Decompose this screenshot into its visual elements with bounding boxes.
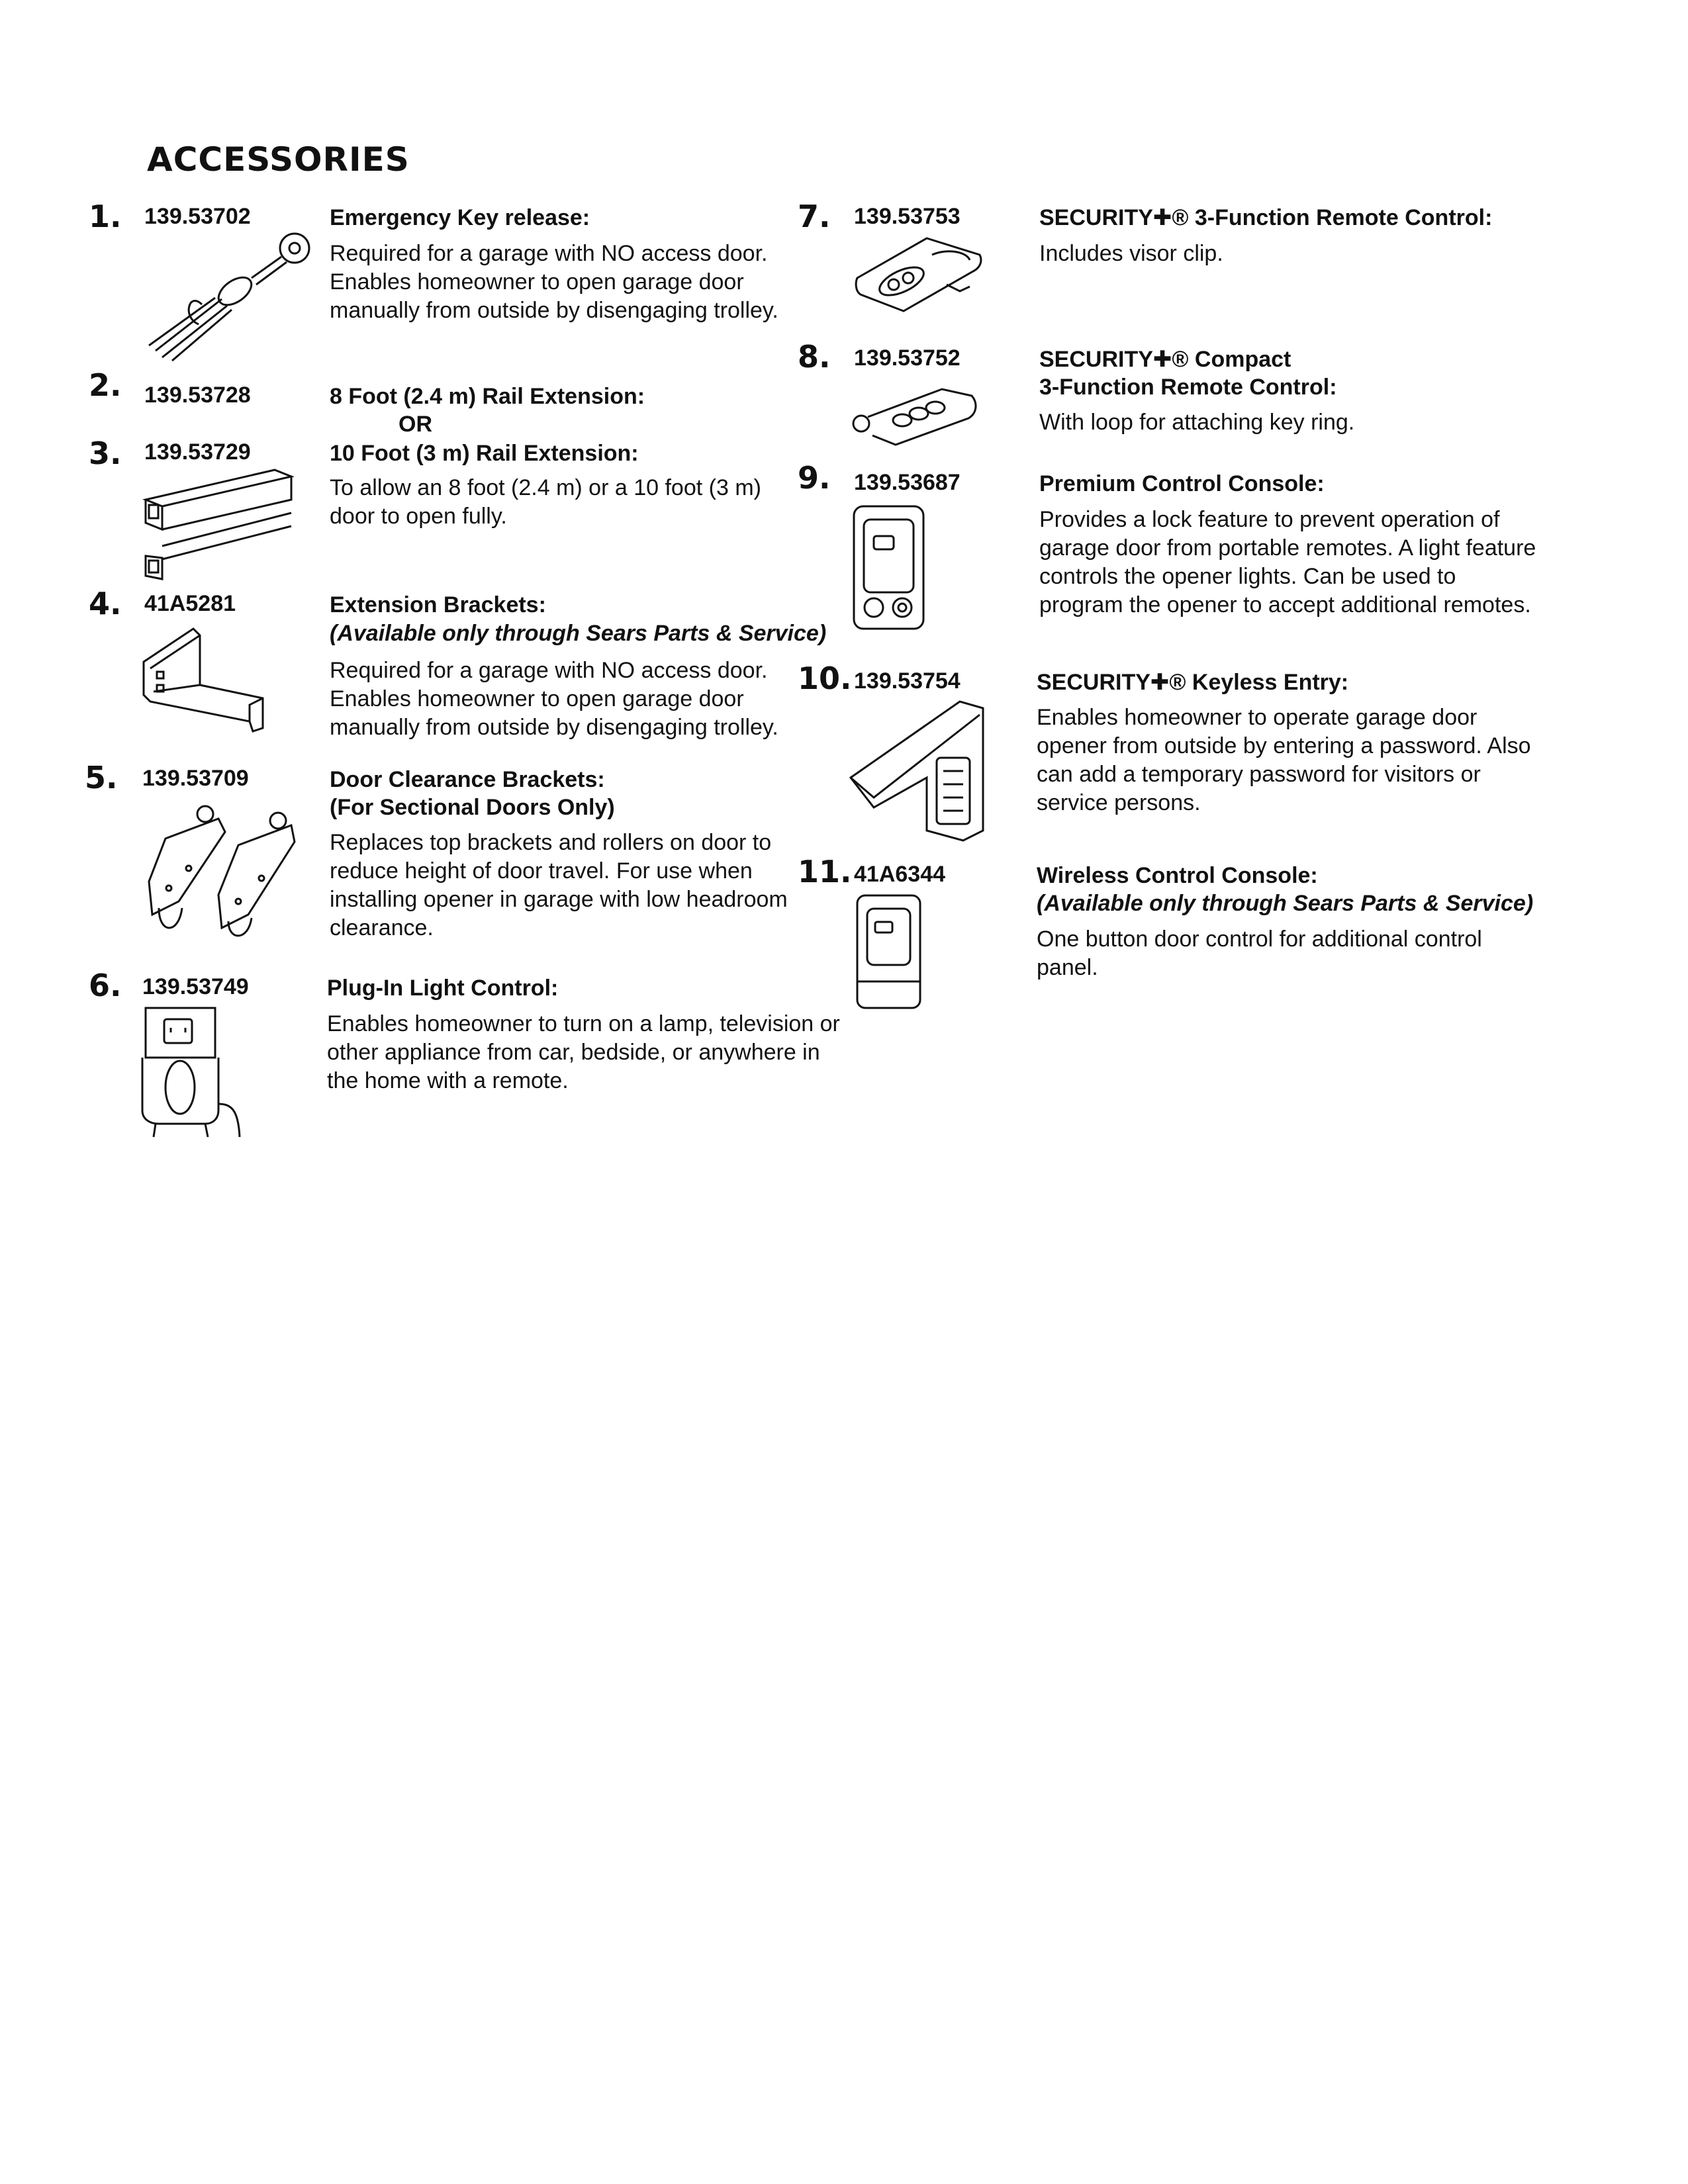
item-description: Enables homeowner to operate garage door opener from outside by entering a password. Also can add a temporary password for visitors or service persons. — [1037, 705, 1531, 815]
availability-note: (Available only through Sears Parts & Service) — [1037, 891, 1534, 916]
item-heading: Wireless Control Console: — [1037, 863, 1318, 888]
item-description: Enables homeowner to turn on a lamp, television or other appliance from car, bedside, or anywhere in the home with a remote. — [327, 1011, 840, 1093]
item-number: 4. — [89, 586, 122, 621]
part-number: 41A6344 — [854, 862, 946, 887]
item-heading: Plug-In Light Control: — [327, 976, 559, 1001]
item-number: 7. — [798, 199, 831, 234]
item-description: Required for a garage with NO access door. Enables homeowner to open garage door manually from outside by disengaging trolley. — [330, 241, 778, 323]
part-number: 41A5281 — [144, 591, 236, 616]
item-heading: SECURITY✚® Keyless Entry: — [1037, 670, 1349, 695]
item-number: 8. — [798, 339, 831, 375]
item-description: With loop for attaching key ring. — [1039, 410, 1355, 435]
item-heading: Door Clearance Brackets: — [330, 767, 605, 792]
item-heading: Emergency Key release: — [330, 205, 590, 230]
part-number: 139.53687 — [854, 470, 961, 495]
compact-remote-icon — [849, 384, 982, 450]
part-number: 139.53754 — [854, 668, 961, 694]
availability-note: (Available only through Sears Parts & Service) — [330, 621, 827, 646]
item-heading: Premium Control Console: — [1039, 471, 1325, 496]
part-number: 139.53729 — [144, 439, 251, 465]
item-number: 3. — [89, 435, 122, 471]
part-number: 139.53752 — [854, 345, 961, 371]
part-number: 139.53749 — [142, 974, 249, 999]
remote-control-icon — [854, 235, 986, 318]
item-description: To allow an 8 foot (2.4 m) or a 10 foot (3 m) door to open fully. — [330, 475, 761, 529]
control-console-icon — [851, 503, 930, 639]
availability-note: (For Sectional Doors Only) — [330, 795, 615, 820]
emergency-key-icon — [136, 225, 321, 367]
door-clearance-bracket-icon — [139, 802, 305, 944]
item-number: 1. — [89, 199, 122, 234]
extension-bracket-icon — [140, 622, 273, 738]
item-description: Provides a lock feature to prevent operation of garage door from portable remotes. A light feature controls the opener lights. Can be used to program the opener to accept additional remotes. — [1039, 507, 1536, 617]
item-number: 6. — [89, 968, 122, 1003]
item-number: 10. — [798, 660, 852, 696]
plug-in-light-control-icon — [139, 1005, 245, 1140]
item-description: One button door control for additional control panel. — [1037, 927, 1482, 980]
item-description: Required for a garage with NO access door. Enables homeowner to open garage door manually from outside by disengaging trolley. — [330, 658, 778, 740]
item-number: 5. — [85, 760, 118, 796]
or-label: OR — [399, 412, 432, 437]
keyless-entry-keypad-icon — [847, 698, 993, 847]
item-number: 2. — [89, 367, 122, 403]
page-title: ACCESSORIES — [147, 140, 410, 179]
rail-extension-icon — [142, 467, 301, 582]
part-number: 139.53753 — [854, 204, 961, 229]
part-number: 139.53702 — [144, 204, 251, 229]
item-heading: 10 Foot (3 m) Rail Extension: — [330, 441, 639, 466]
wireless-console-icon — [854, 892, 927, 1015]
item-heading: SECURITY✚® Compact — [1039, 347, 1291, 372]
part-number: 139.53728 — [144, 383, 251, 408]
item-heading: Extension Brackets: — [330, 592, 546, 617]
part-number: 139.53709 — [142, 766, 249, 791]
item-number: 9. — [798, 460, 831, 496]
item-description: Includes visor clip. — [1039, 241, 1223, 266]
item-heading-line-2: 3-Function Remote Control: — [1039, 375, 1337, 400]
item-description: Replaces top brackets and rollers on door to reduce height of door travel. For use when installing opener in garage with low headroom clearance. — [330, 830, 788, 940]
item-number: 11. — [798, 854, 852, 889]
item-heading: SECURITY✚® 3-Function Remote Control: — [1039, 205, 1493, 230]
item-heading: 8 Foot (2.4 m) Rail Extension: — [330, 384, 645, 409]
